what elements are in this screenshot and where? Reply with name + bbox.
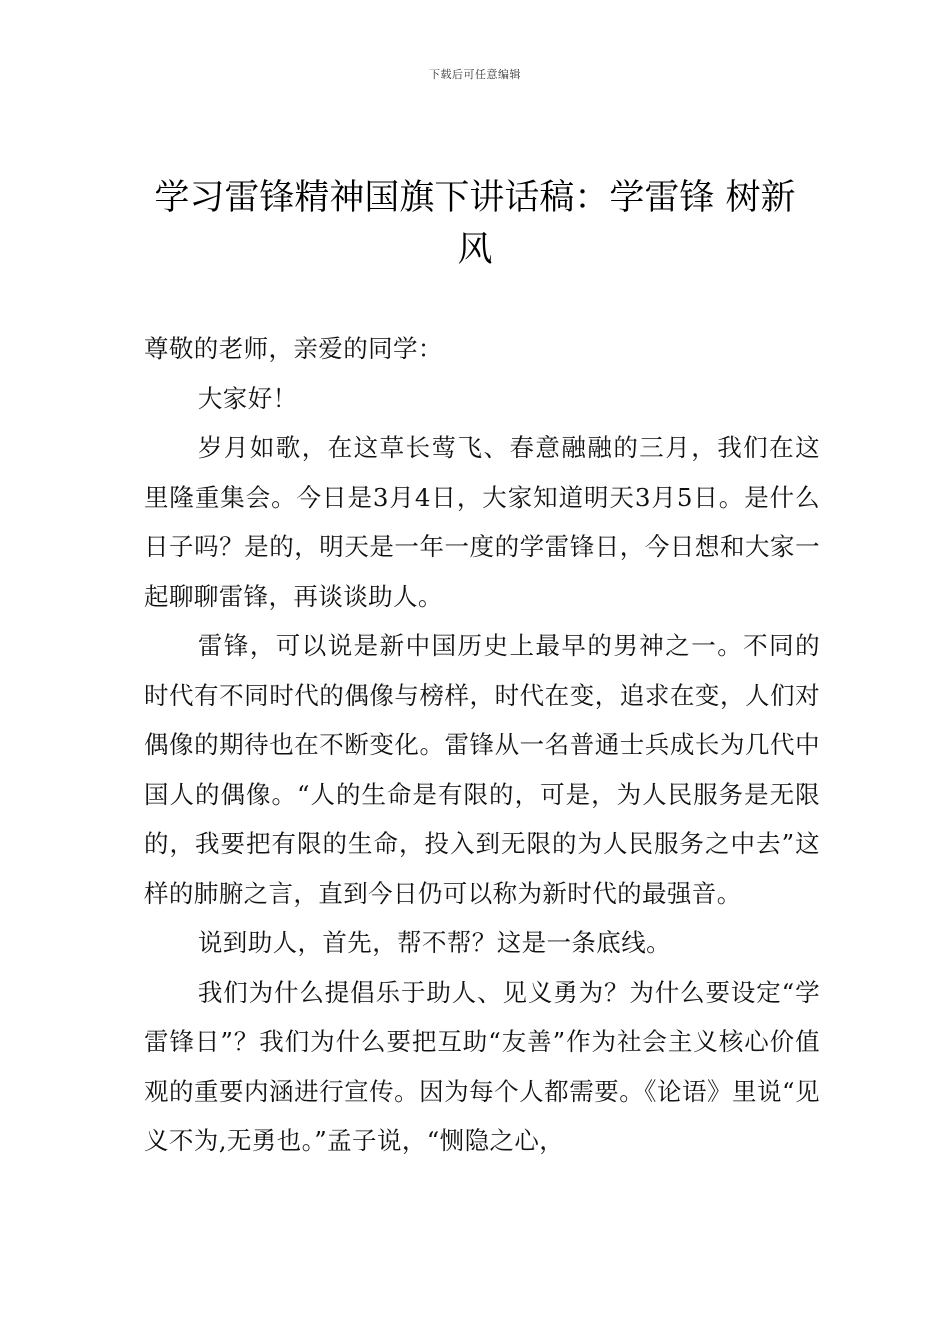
greeting-paragraph: 大家好！ [197,383,298,413]
document-body [144,324,820,1166]
page-title: 学习雷锋精神国旗下讲话稿：学雷锋 树新风 [154,178,796,270]
header-note: 下载后可任意编辑 [429,68,521,81]
salutation-paragraph: 尊敬的老师，亲爱的同学： [144,334,443,363]
body-paragraph: 雷锋，可以说是新中国历史上最早的男神之一。不同的时代有不同时代的偶像与榜样，时代在变，追求在变，人们对偶像的期待也在不断变化。雷锋从一名普通士兵成长为几代中国人的偶像。“人的生命是有限的，可是，为人民服务是无限的，我要把有限的生命，投入到无限的为人民服务之中去”这样的肺腑之言，直到今日仍可以称为新时代的最强音。 [144,631,820,908]
body-paragraph: 说到助人，首先，帮不帮？这是一条底线。 [197,928,671,957]
body-paragraph: 我们为什么提倡乐于助人、见义勇为？为什么要设定“学雷锋日”？我们为什么要把互助“友善”作为社会主义核心价值观的重要内涵进行宣传。因为每个人都需要。《论语》里说“见义不为,无勇也。”孟子说，“恻隐之心， [144,977,820,1155]
body-paragraph: 岁月如歌，在这草长莺飞、春意融融的三月，我们在这里隆重集会。今日是3月4日，大家知道明天3月5日。是什么日子吗？是的，明天是一年一度的学雷锋日，今日想和大家一起聊聊雷锋，再谈谈助人。 [144,433,820,611]
